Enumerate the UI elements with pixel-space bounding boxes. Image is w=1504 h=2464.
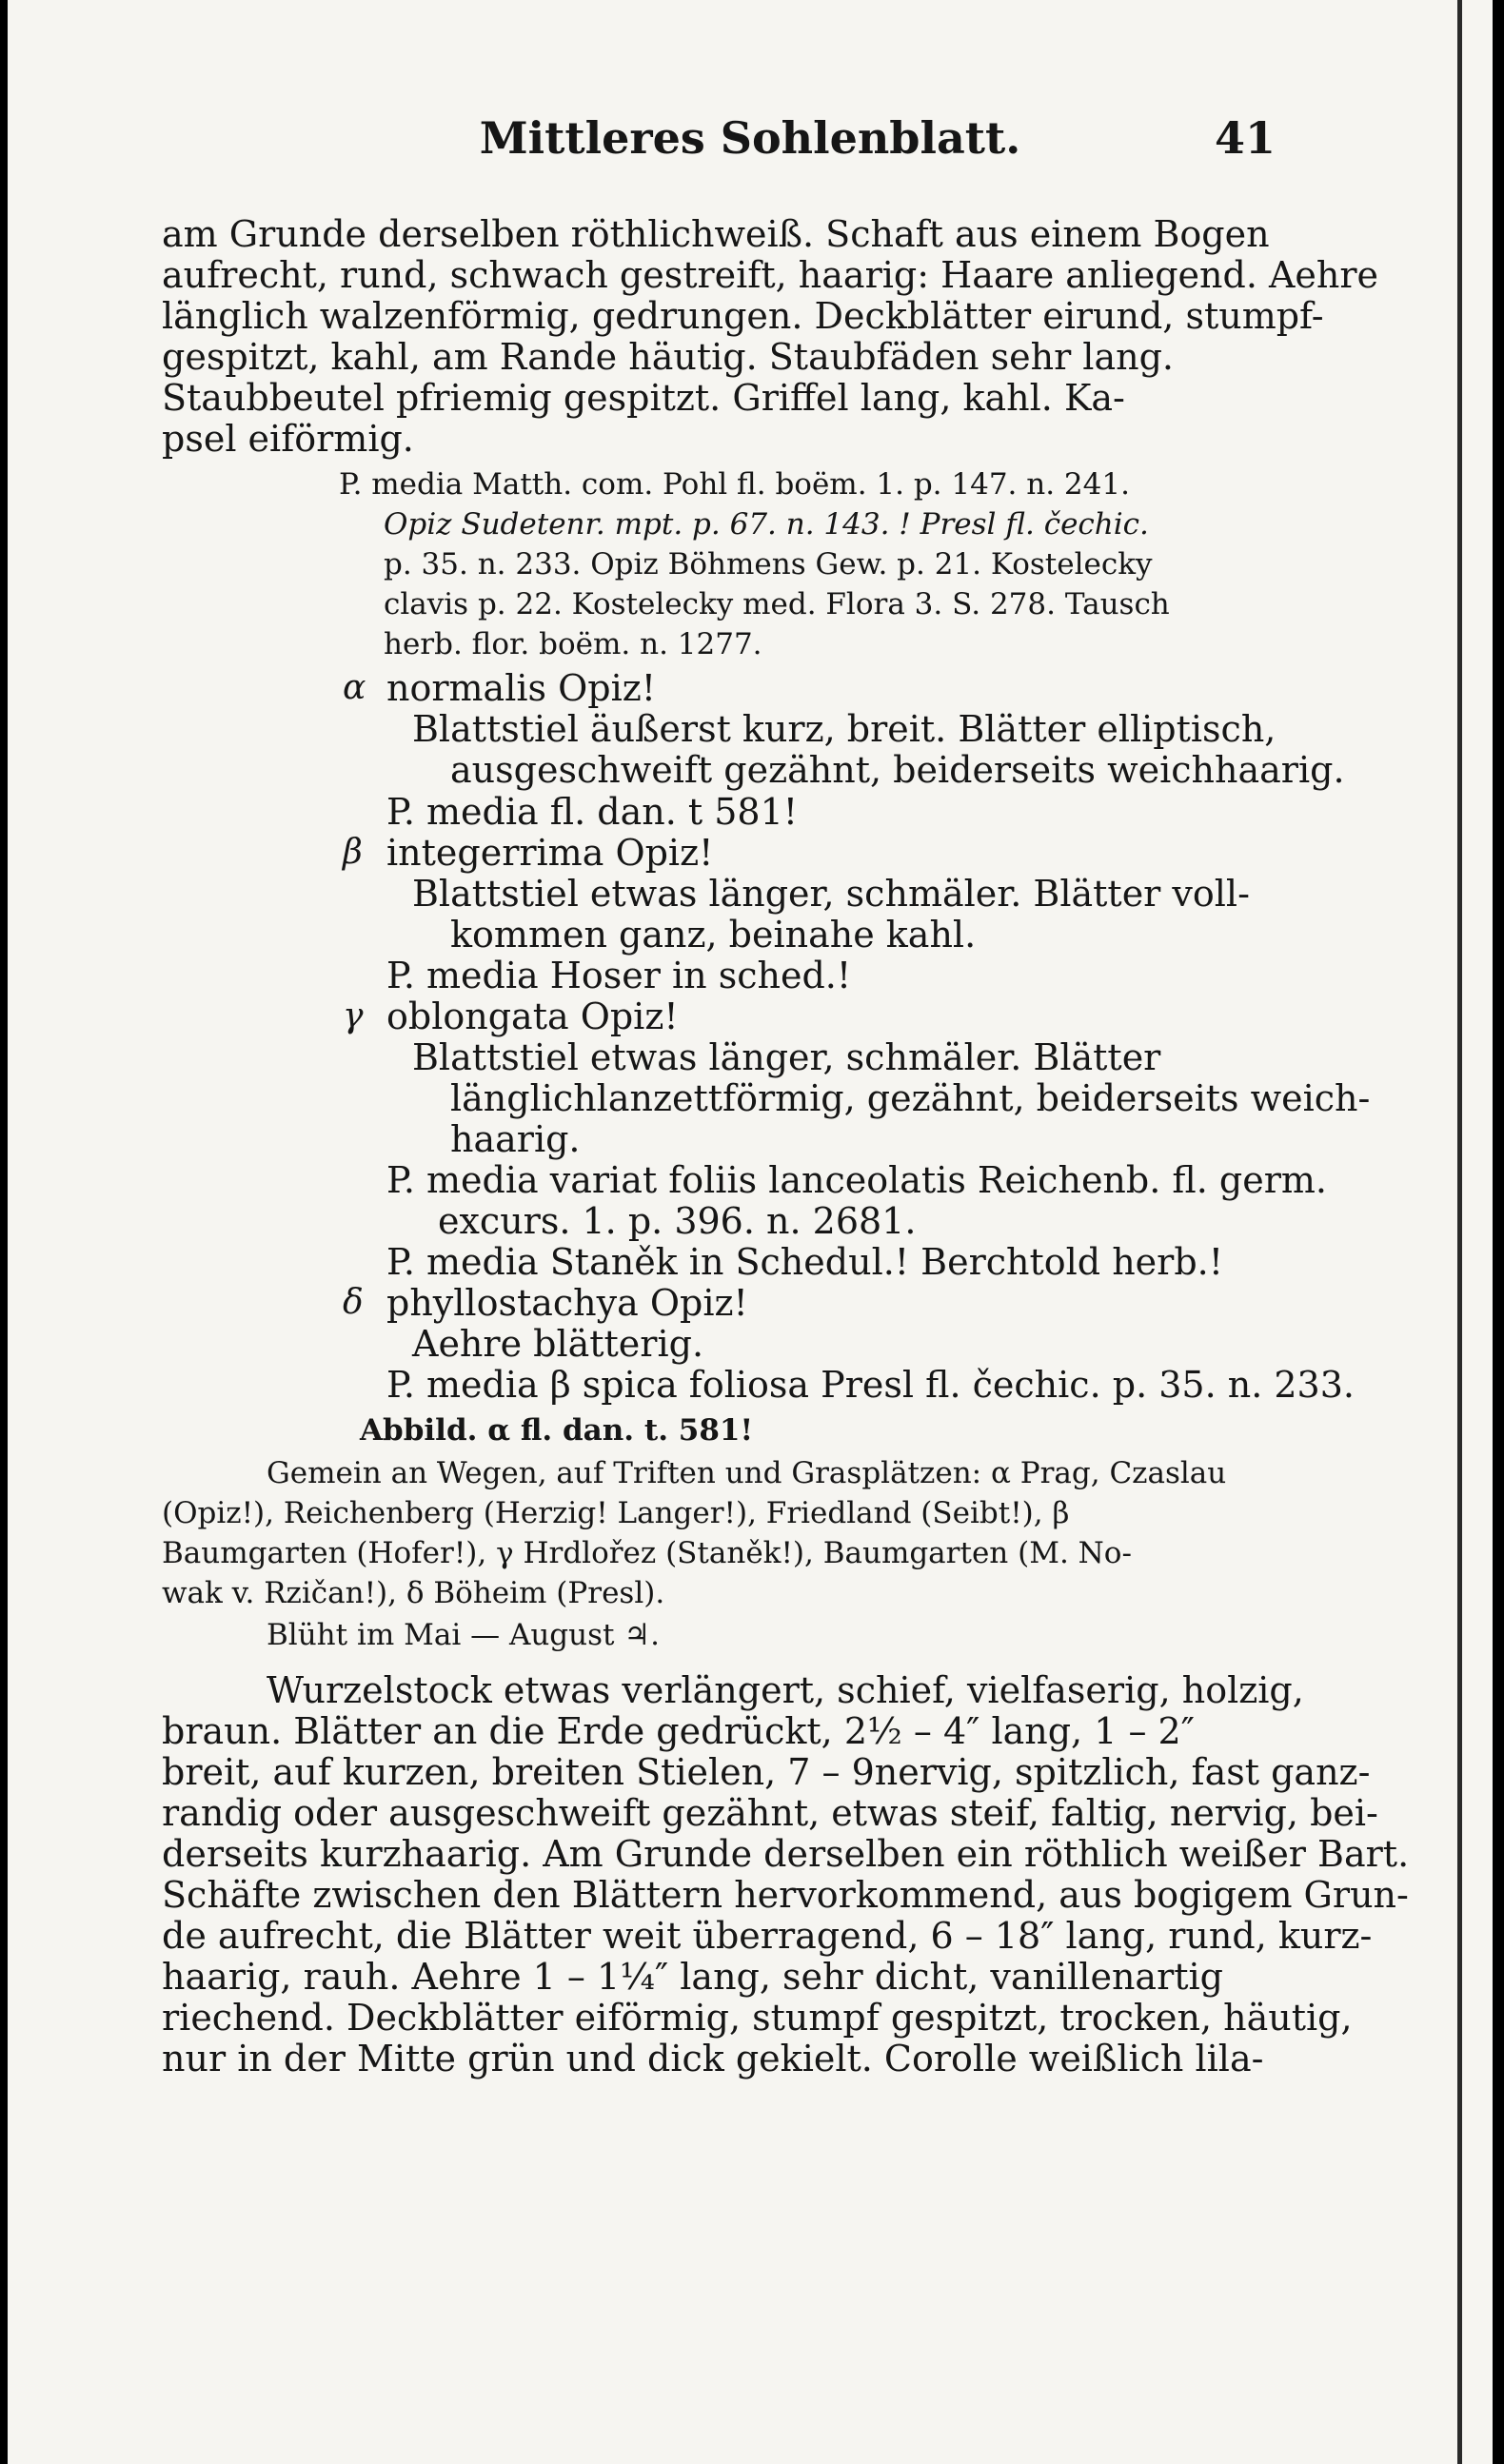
variety-desc-line: länglichlanzettförmig, gezähnt, beiderseits weich-	[450, 1077, 1371, 1119]
text-line: derseits kurzhaarig. Am Grunde derselben ein röthlich weißer Bart.	[162, 1833, 1410, 1875]
habitat-line: Baumgarten (Hofer!), γ Hrdlořez (Staněk!), Baumgarten (M. No-	[162, 1536, 1132, 1570]
variety-ref: P. media Hoser in sched.!	[386, 955, 852, 996]
variety-desc-line: Blattstiel etwas länger, schmäler. Blätter voll-	[412, 873, 1250, 915]
text-line: de aufrecht, die Blätter weit überragend, 6 – 18″ lang, rund, kurz-	[162, 1915, 1373, 1957]
habitat-line: wak v. Rzičan!), δ Böheim (Presl).	[162, 1576, 665, 1610]
variety-desc-line: haarig.	[450, 1118, 581, 1160]
text-line: haarig, rauh. Aehre 1 – 1¼″ lang, sehr dicht, vanillenartig	[162, 1956, 1223, 1998]
text-line: riechend. Deckblätter eiförmig, stumpf gespitzt, trocken, häutig,	[162, 1997, 1353, 2039]
reference-line: herb. flor. boëm. n. 1277.	[384, 627, 762, 661]
text-line: länglich walzenförmig, gedrungen. Deckblätter eirund, stumpf-	[162, 295, 1324, 337]
variety-ref: P. media variat foliis lanceolatis Reichenb. fl. germ.	[386, 1159, 1327, 1201]
text-line: gespitzt, kahl, am Rande häutig. Staubfäden sehr lang.	[162, 336, 1174, 378]
text-line: randig oder ausgeschweift gezähnt, etwas steif, faltig, nervig, bei-	[162, 1792, 1378, 1834]
text-line: aufrecht, rund, schwach gestreift, haarig: Haare anliegend. Aehre	[162, 254, 1379, 296]
reference-line: Opiz Sudetenr. mpt. p. 67. n. 143. ! Presl fl. čechic.	[384, 507, 1149, 542]
variety-name: normalis Opiz!	[386, 667, 657, 709]
running-header-title: Mittleres Sohlenblatt.	[479, 112, 1021, 164]
variety-name: phyllostachya Opiz!	[386, 1282, 748, 1324]
reference-line: clavis p. 22. Kostelecky med. Flora 3. S. 278. Tausch	[384, 587, 1170, 621]
variety-marker: γ	[343, 996, 364, 1035]
variety-desc-line: Aehre blätterig.	[412, 1323, 704, 1365]
page-number: 41	[1215, 112, 1276, 164]
variety-marker: β	[343, 833, 363, 872]
text-line: Schäfte zwischen den Blättern hervorkommend, aus bogigem Grun-	[162, 1874, 1409, 1916]
text-line: Staubbeutel pfriemig gespitzt. Griffel lang, kahl. Ka-	[162, 377, 1125, 419]
variety-name: oblongata Opiz!	[386, 995, 679, 1037]
variety-desc-line: kommen ganz, beinahe kahl.	[450, 914, 977, 956]
page-edge-shadow	[1457, 0, 1462, 2464]
variety-desc-line: ausgeschweift gezähnt, beiderseits weichhaarig.	[450, 749, 1345, 791]
book-page	[8, 0, 1493, 2464]
bloom-period: Blüht im Mai — August ♃.	[267, 1618, 660, 1652]
habitat-line: Gemein an Wegen, auf Triften und Grasplätzen: α Prag, Czaslau	[267, 1456, 1227, 1490]
variety-desc-line: Blattstiel etwas länger, schmäler. Blätter	[412, 1036, 1161, 1078]
variety-name: integerrima Opiz!	[386, 832, 714, 874]
text-line: braun. Blätter an die Erde gedrückt, 2½ – 4″ lang, 1 – 2″	[162, 1710, 1195, 1752]
text-line: psel eiförmig.	[162, 418, 414, 460]
variety-desc-line: Blattstiel äußerst kurz, breit. Blätter elliptisch,	[412, 708, 1276, 750]
text-line: breit, auf kurzen, breiten Stielen, 7 – 9nervig, spitzlich, fast ganz-	[162, 1751, 1371, 1793]
variety-marker: α	[343, 668, 366, 707]
text-line: nur in der Mitte grün und dick gekielt. Corolle weißlich lila-	[162, 2038, 1264, 2080]
variety-ref: excurs. 1. p. 396. n. 2681.	[438, 1200, 917, 1242]
variety-ref: P. media β spica foliosa Presl fl. čechic. p. 35. n. 233.	[386, 1364, 1355, 1406]
reference-line: P. media Matth. com. Pohl fl. boëm. 1. p. 147. n. 241.	[339, 467, 1130, 502]
variety-marker: δ	[343, 1283, 364, 1322]
habitat-line: (Opiz!), Reichenberg (Herzig! Langer!), Friedland (Seibt!), β	[162, 1496, 1070, 1530]
reference-line: p. 35. n. 233. Opiz Böhmens Gew. p. 21. Kostelecky	[384, 547, 1153, 582]
abbildung-line: Abbild. α fl. dan. t. 581!	[360, 1413, 754, 1448]
variety-ref: P. media Staněk in Schedul.! Berchtold herb.!	[386, 1241, 1223, 1283]
text-line: Wurzelstock etwas verlängert, schief, vielfaserig, holzig,	[267, 1669, 1304, 1711]
variety-ref: P. media fl. dan. t 581!	[386, 791, 799, 833]
text-line: am Grunde derselben röthlichweiß. Schaft aus einem Bogen	[162, 213, 1270, 255]
